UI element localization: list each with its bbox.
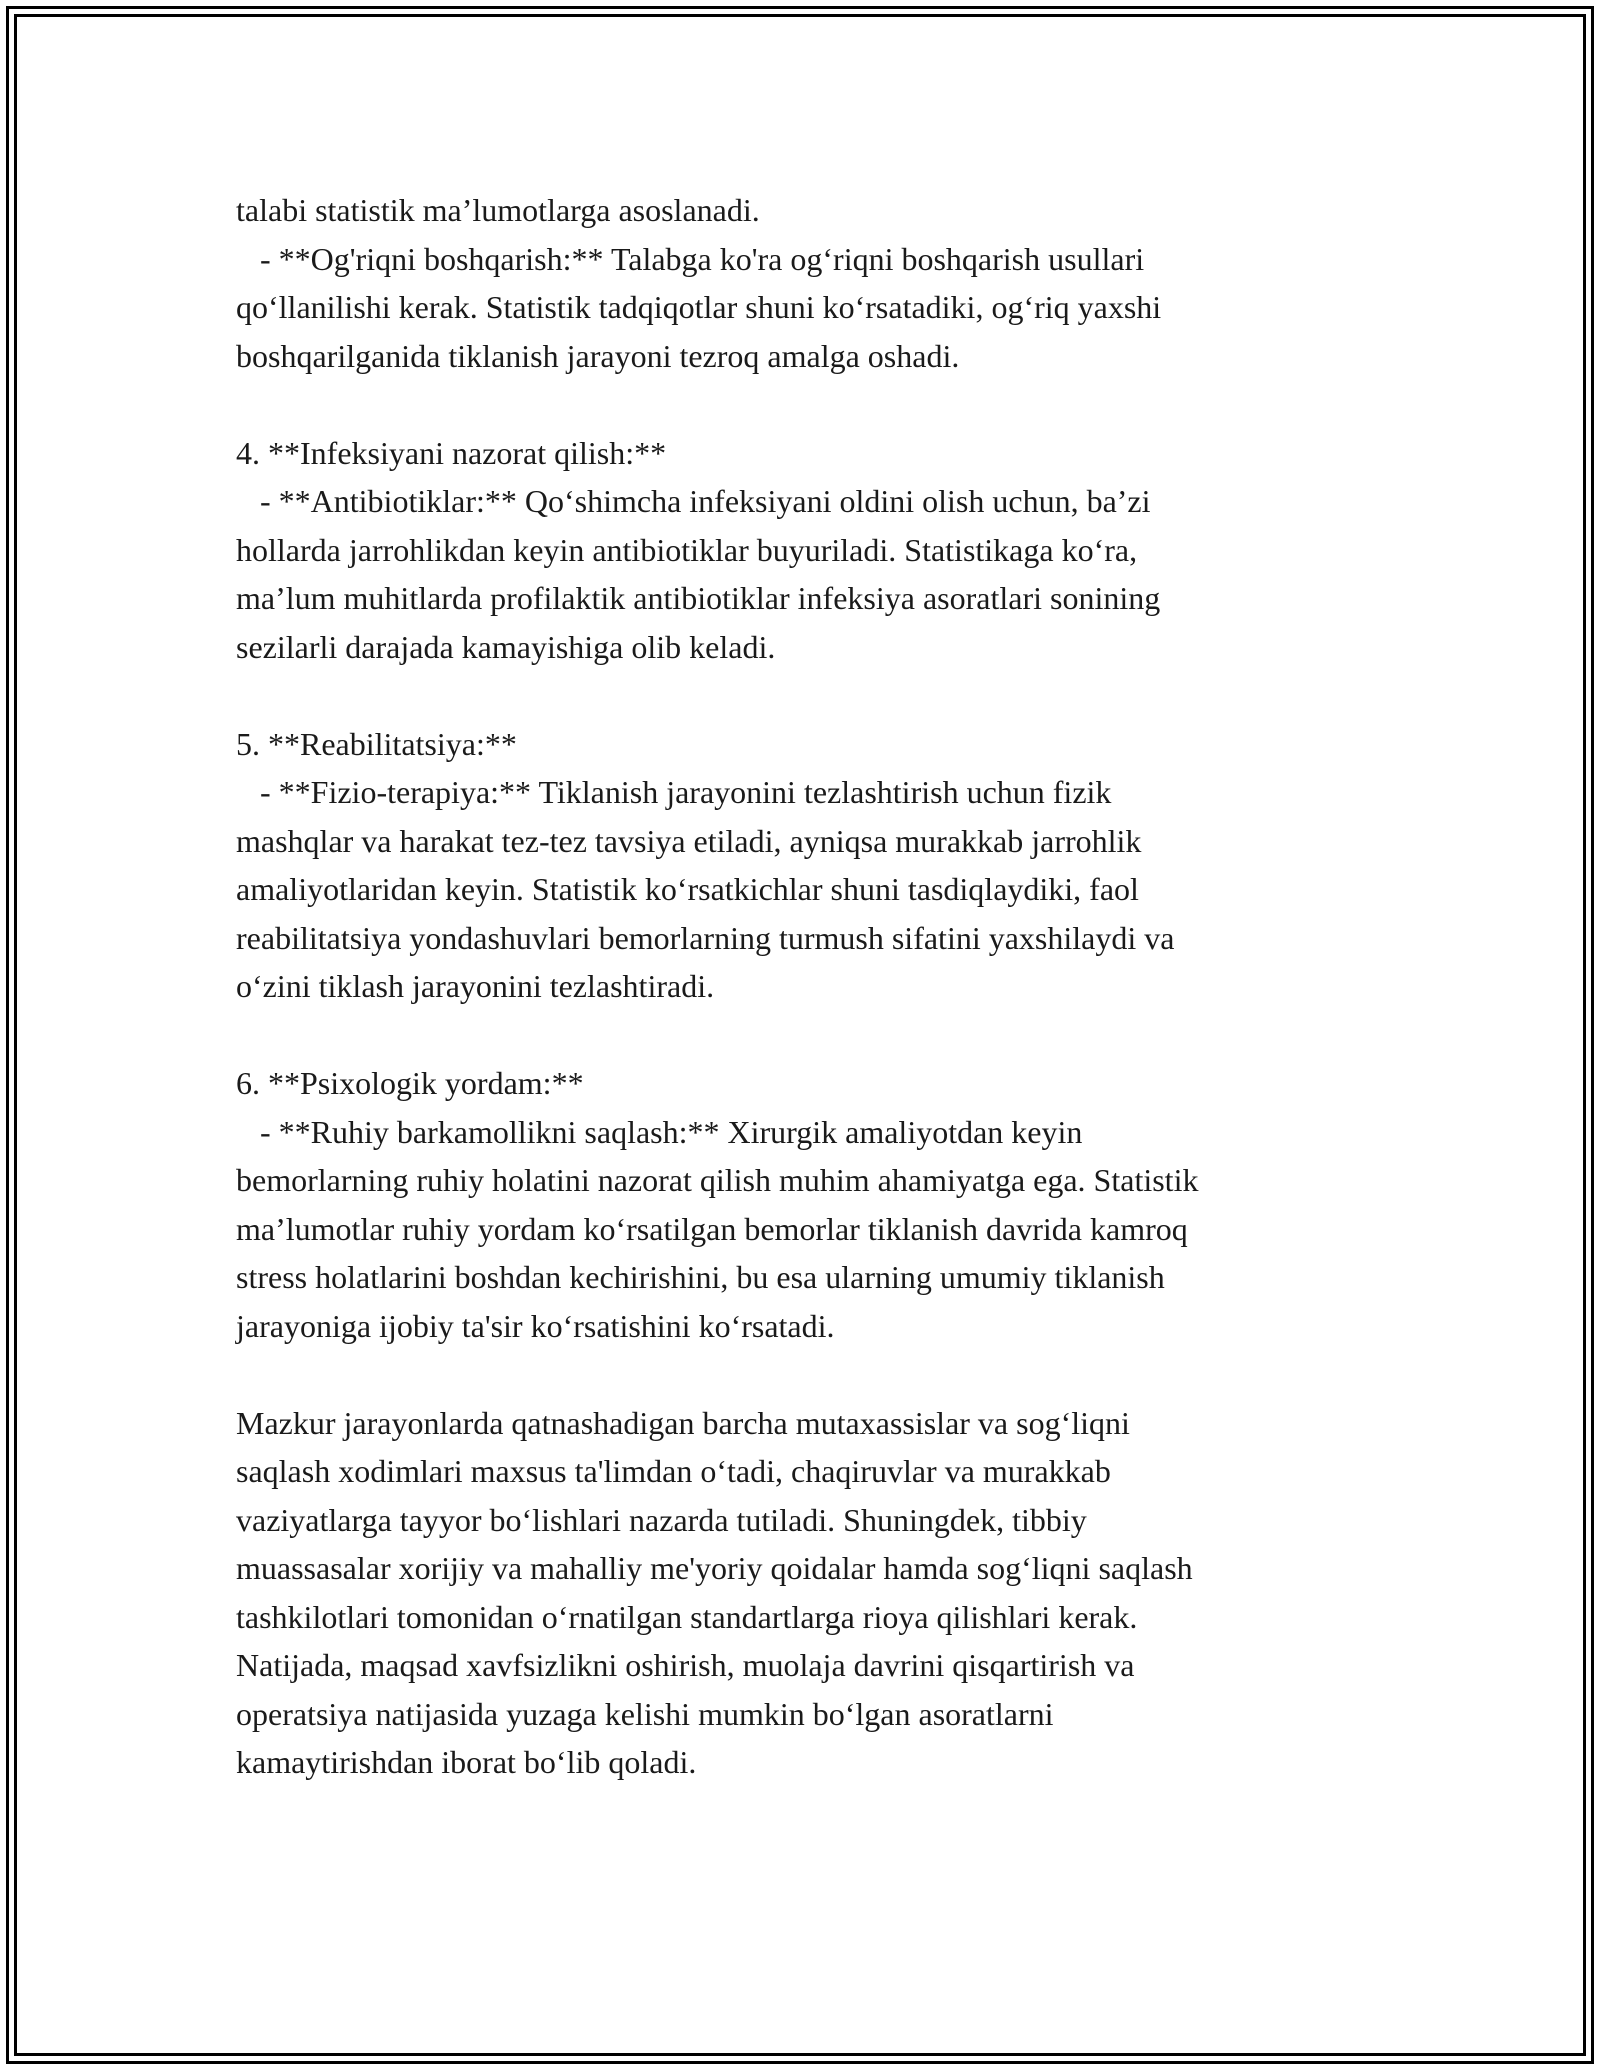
document-body (236, 186, 1366, 1787)
paragraph-gap (236, 380, 1366, 429)
text-line: muassasalar xorijiy va mahalliy me'yoriy qoidalar hamda sog‘liqni saqlash (236, 1550, 1193, 1586)
text-line: Natijada, maqsad xavfsizlikni oshirish, muolaja davrini qisqartirish va (236, 1647, 1135, 1683)
text-line: sezilarli darajada kamayishiga olib keladi. (236, 628, 776, 665)
paragraph-gap (236, 1350, 1366, 1399)
text-line: boshqarilganida tiklanish jarayoni tezroq amalga oshadi. (236, 337, 960, 374)
paragraph-rehabilitation (236, 720, 1366, 1011)
text-line: qo‘llanilishi kerak. Statistik tadqiqotlar shuni ko‘rsatadiki, og‘riq yaxshi (236, 289, 1162, 325)
text-line: ma’lumotlar ruhiy yordam ko‘rsatilgan bemorlar tiklanish davrida kamroq (236, 1210, 1188, 1247)
text-line: stress holatlarini boshdan kechirishini, bu esa ularning umumiy tiklanish (236, 1259, 1165, 1295)
text-line: tashkilotlari tomonidan o‘rnatilgan standartlarga rioya qilishlari kerak. (236, 1598, 1138, 1635)
text-line: hollarda jarrohlikdan keyin antibiotiklar buyuriladi. Statistikaga ko‘ra, (236, 531, 1138, 568)
text-line: o‘zini tiklash jarayonini tezlashtiradi. (236, 968, 715, 1004)
section-heading: 4. **Infeksiyani nazorat qilish:** (236, 434, 667, 471)
text-line: operatsiya natijasida yuzaga kelishi mumkin bo‘lgan asoratlarni (236, 1695, 1054, 1732)
text-line: saqlash xodimlari maxsus ta'limdan o‘tadi, chaqiruvlar va murakkab (236, 1453, 1111, 1489)
paragraph-pain-management (236, 186, 1366, 380)
paragraph-gap (236, 1011, 1366, 1060)
text-line: - **Og'riqni boshqarish:** Talabga ko'ra og‘riqni boshqarish usullari (236, 240, 1145, 277)
text-line: talabi statistik ma’lumotlarga asoslanadi. (236, 192, 760, 228)
paragraph-gap (236, 671, 1366, 720)
text-line: reabilitatsiya yondashuvlari bemorlarning turmush sifatini yaxshilaydi va (236, 919, 1175, 956)
text-line: ma’lum muhitlarda profilaktik antibiotiklar infeksiya asoratlari sonining (236, 580, 1161, 616)
text-line: kamaytirishdan iborat bo‘lib qoladi. (236, 1744, 697, 1780)
text-line: amaliyotlaridan keyin. Statistik ko‘rsatkichlar shuni tasdiqlaydiki, faol (236, 871, 1139, 907)
section-heading: 6. **Psixologik yordam:** (236, 1065, 584, 1101)
section-heading: 5. **Reabilitatsiya:** (236, 725, 517, 762)
text-line: Mazkur jarayonlarda qatnashadigan barcha mutaxassislar va sog‘liqni (236, 1404, 1130, 1441)
paragraph-infection-control (236, 429, 1366, 672)
text-line: vaziyatlarga tayyor bo‘lishlari nazarda tutiladi. Shuningdek, tibbiy (236, 1501, 1087, 1538)
text-line: - **Fizio-terapiya:** Tiklanish jarayonini tezlashtirish uchun fizik (236, 774, 1112, 810)
text-line: - **Antibiotiklar:** Qo‘shimcha infeksiyani oldini olish uchun, ba’zi (236, 483, 1151, 519)
text-line: mashqlar va harakat tez-tez tavsiya etiladi, ayniqsa murakkab jarrohlik (236, 822, 1142, 859)
text-line: - **Ruhiy barkamollikni saqlash:** Xirurgik amaliyotdan keyin (236, 1113, 1083, 1150)
text-line: bemorlarning ruhiy holatini nazorat qilish muhim ahamiyatga ega. Statistik (236, 1162, 1199, 1198)
paragraph-psychological-support (236, 1059, 1366, 1350)
text-line: jarayoniga ijobiy ta'sir ko‘rsatishini ko‘rsatadi. (236, 1307, 835, 1344)
paragraph-conclusion (236, 1399, 1366, 1787)
